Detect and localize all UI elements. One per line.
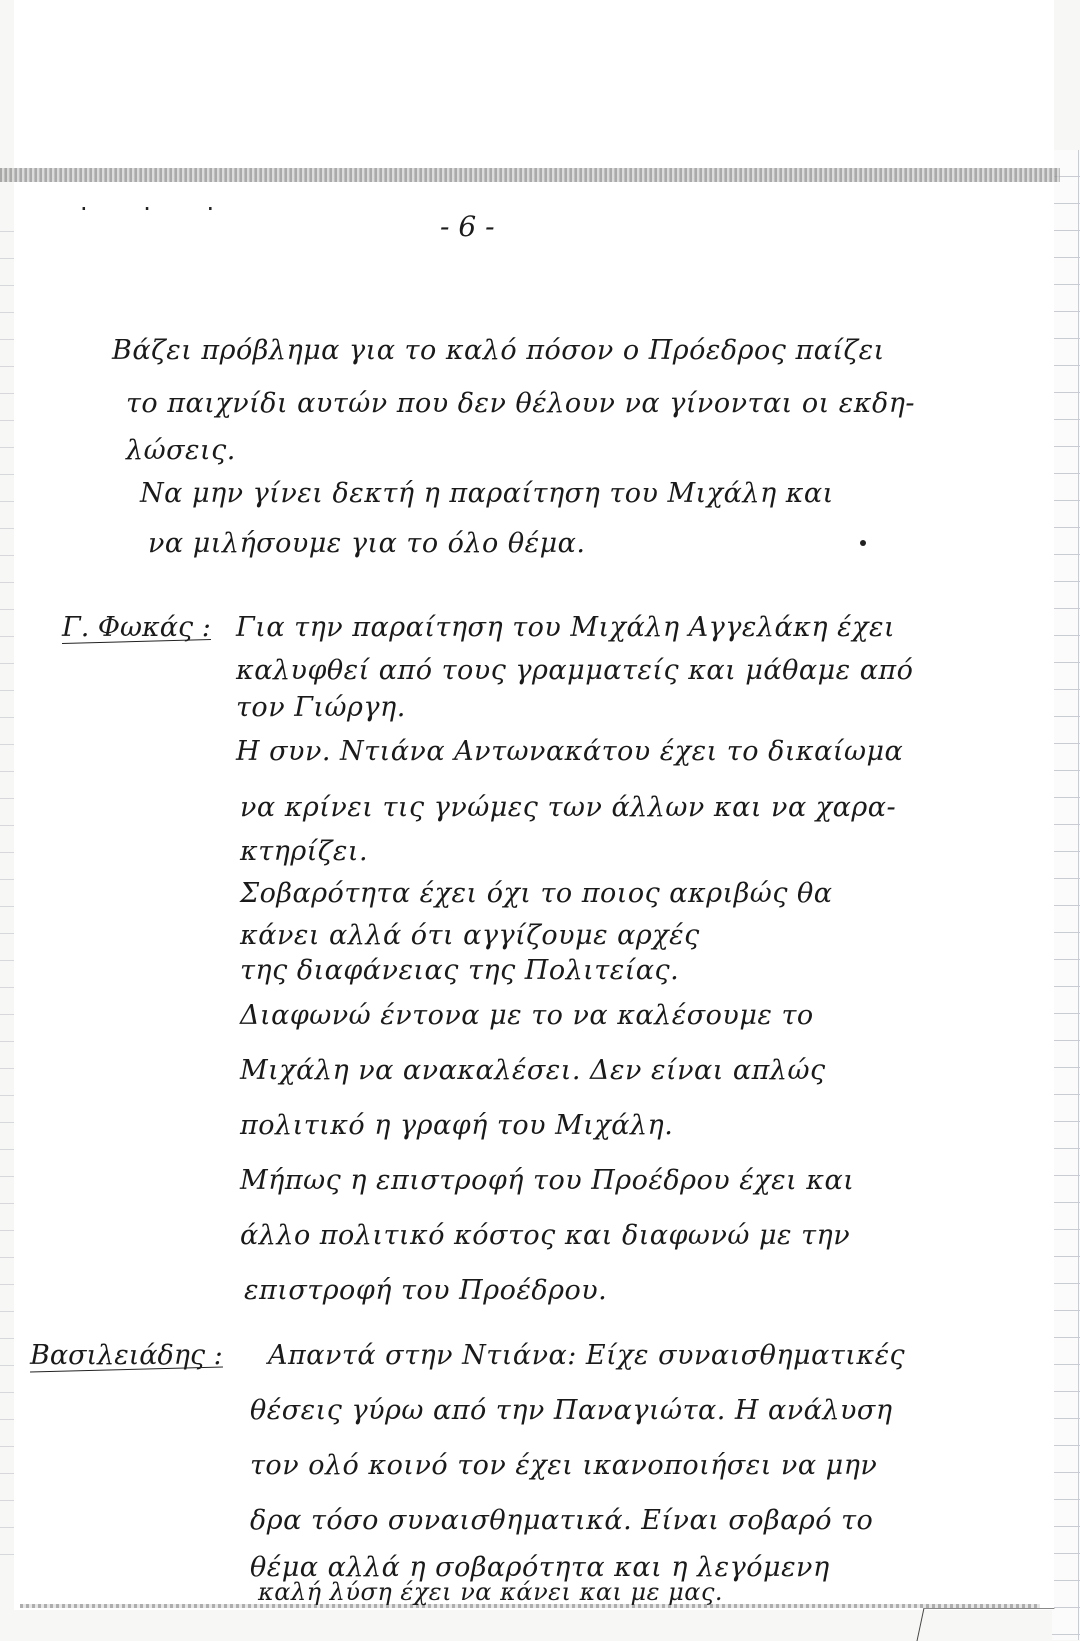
speaker-name <box>30 1340 223 1370</box>
text-line: θέσεις γύρω από την Παναγιώτα. Η ανάλυση <box>250 1395 893 1426</box>
text-line: λώσεις. <box>126 435 236 466</box>
text-line: Μιχάλη να ανακαλέσει. Δεν είναι απλώς <box>240 1055 826 1086</box>
scan-top-band <box>0 168 1060 182</box>
text-line: καλυφθεί από τους γραμματείς και μάθαμε από <box>236 655 914 686</box>
text-line: Για την παραίτηση του Μιχάλη Αγγελάκη έχει <box>236 612 896 643</box>
grid-paper-edge <box>1052 150 1080 1640</box>
speaker-label: Βασιλειάδης : <box>30 1340 223 1371</box>
text-line: της διαφάνειας της Πολιτείας. <box>240 955 680 986</box>
text-line: να κρίνει τις γνώμες των άλλων και να χαρα- <box>240 792 897 823</box>
text-line: το παιχνίδι αυτών που δεν θέλουν να γίνονται οι εκδη- <box>126 388 916 419</box>
text-line: τον Γιώργη. <box>236 692 406 723</box>
text-line: επιστροφή του Προέδρου. <box>244 1275 608 1306</box>
speaker-label: Γ. Φωκάς : <box>62 612 211 643</box>
text-line: Σοβαρότητα έχει όχι το ποιος ακριβώς θα <box>240 878 833 909</box>
text-line: κτηρίζει. <box>240 836 369 867</box>
text-line: κάνει αλλά ότι αγγίζουμε αρχές <box>240 920 700 951</box>
page-number: - 6 - <box>440 210 495 243</box>
text-line: θέμα αλλά η σοβαρότητα και η λεγόμενη <box>250 1552 830 1583</box>
margin-marks: · · · <box>80 195 239 223</box>
text-line: άλλο πολιτικό κόστος και διαφωνώ με την <box>240 1220 851 1251</box>
text-line: δρα τόσο συναισθηματικά. Είναι σοβαρό το <box>250 1505 874 1536</box>
text-line: Μήπως η επιστροφή του Προέδρου έχει και <box>240 1165 855 1196</box>
text-line: καλή λύση έχει να κάνει και με μας. <box>258 1578 724 1606</box>
text-line: τον ολό κοινό τον έχει ικανοποιήσει να μην <box>250 1450 878 1481</box>
ink-dot <box>860 540 866 546</box>
text-line: να μιλήσουμε για το όλο θέμα. <box>148 528 586 559</box>
text-line: πολιτικό η γραφή του Μιχάλη. <box>240 1110 674 1141</box>
text-line: Βάζει πρόβλημα για το καλό πόσον ο Πρόεδρος παίζει <box>112 335 885 366</box>
text-line: Να μην γίνει δεκτή η παραίτηση του Μιχάλη και <box>140 478 834 509</box>
text-line: Διαφωνώ έντονα με το να καλέσουμε το <box>240 1000 814 1031</box>
speaker-name <box>62 612 211 642</box>
paper-corner-edge <box>916 1608 1054 1641</box>
text-line: Η συν. Ντιάνα Αντωνακάτου έχει το δικαίωμα <box>236 736 904 767</box>
text-line: Απαντά στην Ντιάνα: Είχε συναισθηματικές <box>268 1340 906 1371</box>
left-paper-edge <box>0 205 14 1555</box>
